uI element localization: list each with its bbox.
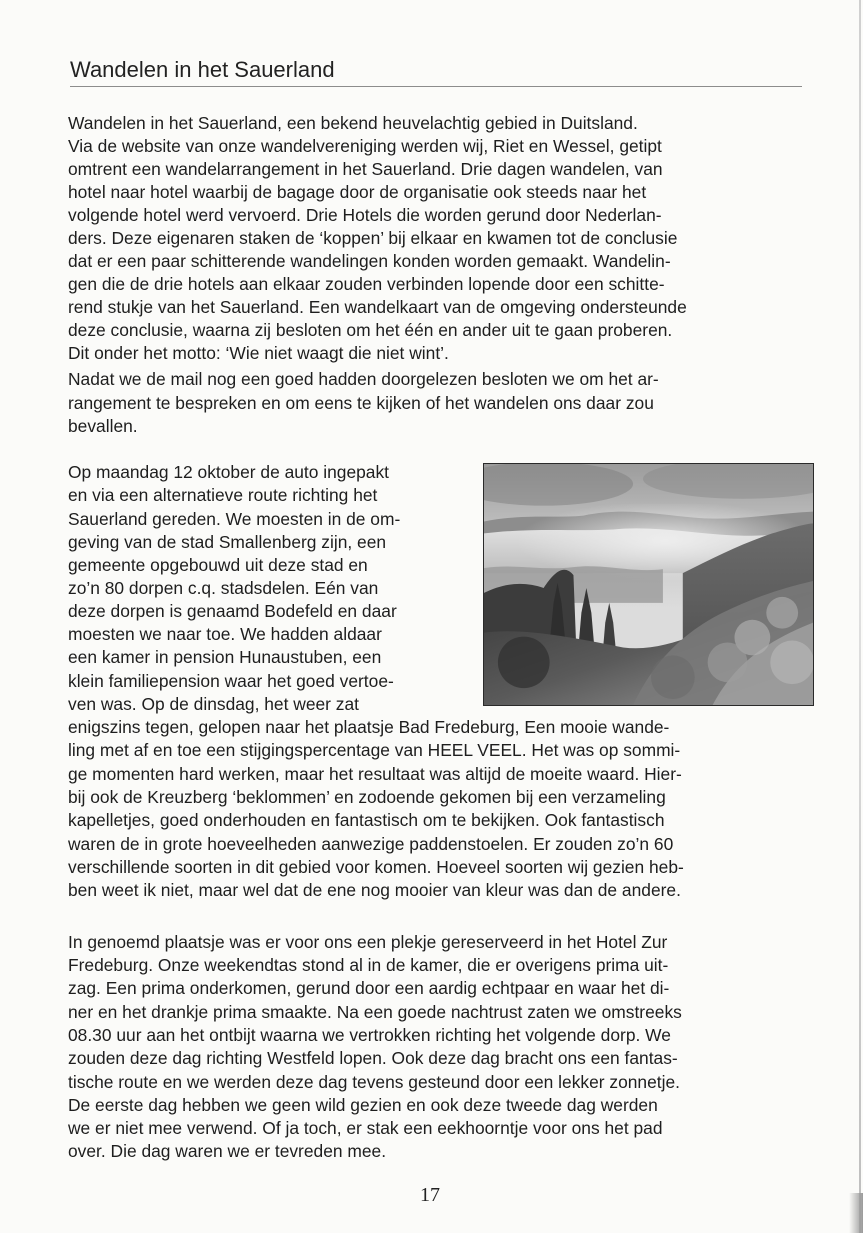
text-line: volgende hotel werd vervoerd. Drie Hotels die worden gerund door Nederlan-	[68, 205, 662, 225]
text-line: Wandelen in het Sauerland, een bekend heuvelachtig gebied in Duitsland.	[68, 113, 638, 133]
text-line: over. Die dag waren we er tevreden mee.	[68, 1141, 387, 1161]
text-line: enigszins tegen, gelopen naar het plaatsje Bad Fredeburg, Een mooie wande-	[68, 717, 670, 737]
text-line: we er niet mee verwend. Of ja toch, er stak een eekhoorntje voor ons het pad	[68, 1118, 663, 1138]
text-line: Fredeburg. Onze weekendtas stond al in de kamer, die er overigens prima uit-	[68, 955, 669, 975]
text-line: geving van de stad Smallenberg zijn, een	[68, 532, 387, 552]
page-edge-shadow	[849, 1193, 863, 1233]
text-line: omtrent een wandelarrangement in het Sauerland. Drie dagen wandelen, van	[68, 159, 663, 179]
text-line: rend stukje van het Sauerland. Een wandelkaart van de omgeving ondersteunde	[68, 297, 687, 317]
text-line: 08.30 uur aan het ontbijt waarna we vertrokken richting het volgende dorp. We	[68, 1025, 671, 1045]
text-line: hotel naar hotel waarbij de bagage door de organisatie ook steeds naar het	[68, 182, 647, 202]
text-line: De eerste dag hebben we geen wild gezien en ook deze tweede dag werden	[68, 1095, 658, 1115]
text-line: In genoemd plaatsje was er voor ons een plekje gereserveerd in het Hotel Zur	[68, 932, 668, 952]
text-line: tische route en we werden deze dag tevens gesteund door een lekker zonnetje.	[68, 1072, 680, 1092]
text-line: bij ook de Kreuzberg ‘beklommen’ en zodoende gekomen bij een verzameling	[68, 787, 666, 807]
text-line: deze conclusie, waarna zij besloten om het één en ander uit te gaan proberen.	[68, 320, 673, 340]
text-line: zo’n 80 dorpen c.q. stadsdelen. Eén van	[68, 578, 379, 598]
text-line: rangement te bespreken en om eens te kijken of het wandelen ons daar zou	[68, 393, 654, 413]
text-line: een kamer in pension Hunaustuben, een	[68, 647, 382, 667]
text-line: Op maandag 12 oktober de auto ingepakt	[68, 462, 389, 482]
text-line: moesten we naar toe. We hadden aldaar	[68, 624, 382, 644]
text-line: deze dorpen is genaamd Bodefeld en daar	[68, 601, 397, 621]
page-number: 17	[420, 1184, 440, 1206]
text-line: ben weet ik niet, maar wel dat de ene nog mooier van kleur was dan de andere.	[68, 880, 681, 900]
text-line: ling met af en toe een stijgingspercentage van HEEL VEEL. Het was op sommi-	[68, 740, 681, 760]
text-line: ge momenten hard werken, maar het resultaat was altijd de moeite waard. Hier-	[68, 764, 682, 784]
text-line: Dit onder het motto: ‘Wie niet waagt die niet wint’.	[68, 343, 449, 363]
text-line: Nadat we de mail nog een goed hadden doorgelezen besloten we om het ar-	[68, 369, 659, 389]
landscape-photo	[483, 463, 814, 706]
text-line: verschillende soorten in dit gebied voor komen. Hoeveel soorten wij gezien heb-	[68, 857, 684, 877]
page-title: Wandelen in het Sauerland	[70, 57, 335, 82]
text-line: gen die de drie hotels aan elkaar zouden verbinden lopende door een schitte-	[68, 274, 665, 294]
text-line: zouden deze dag richting Westfeld lopen. Ook deze dag bracht ons een fantas-	[68, 1048, 678, 1068]
text-line: gemeente opgebouwd uit deze stad en	[68, 555, 368, 575]
text-line: bevallen.	[68, 416, 138, 436]
page-edge	[859, 0, 861, 1233]
text-line: klein familiepension waar het goed vertoe-	[68, 671, 394, 691]
text-line: ders. Deze eigenaren staken de ‘koppen’ bij elkaar en kwamen tot de conclusie	[68, 228, 678, 248]
text-line: zag. Een prima onderkomen, gerund door een aardig echtpaar en waar het di-	[68, 978, 670, 998]
forest-landscape-image	[484, 464, 813, 705]
text-line: kapelletjes, goed onderhouden en fantastisch om te bekijken. Ook fantastisch	[68, 810, 665, 830]
text-line: waren de in grote hoeveelheden aanwezige paddenstoelen. Er zouden zo’n 60	[68, 834, 674, 854]
title-underline	[70, 86, 802, 87]
text-line: dat er een paar schitterende wandelingen konden worden gemaakt. Wandelin-	[68, 251, 671, 271]
text-line: ven was. Op de dinsdag, het weer zat	[68, 694, 359, 714]
text-line: Via de website van onze wandelvereniging werden wij, Riet en Wessel, getipt	[68, 136, 662, 156]
text-line: ner en het drankje prima smaakte. Na een goede nachtrust zaten we omstreeks	[68, 1002, 682, 1022]
text-line: Sauerland gereden. We moesten in de om-	[68, 509, 401, 529]
text-line: en via een alternatieve route richting het	[68, 485, 378, 505]
